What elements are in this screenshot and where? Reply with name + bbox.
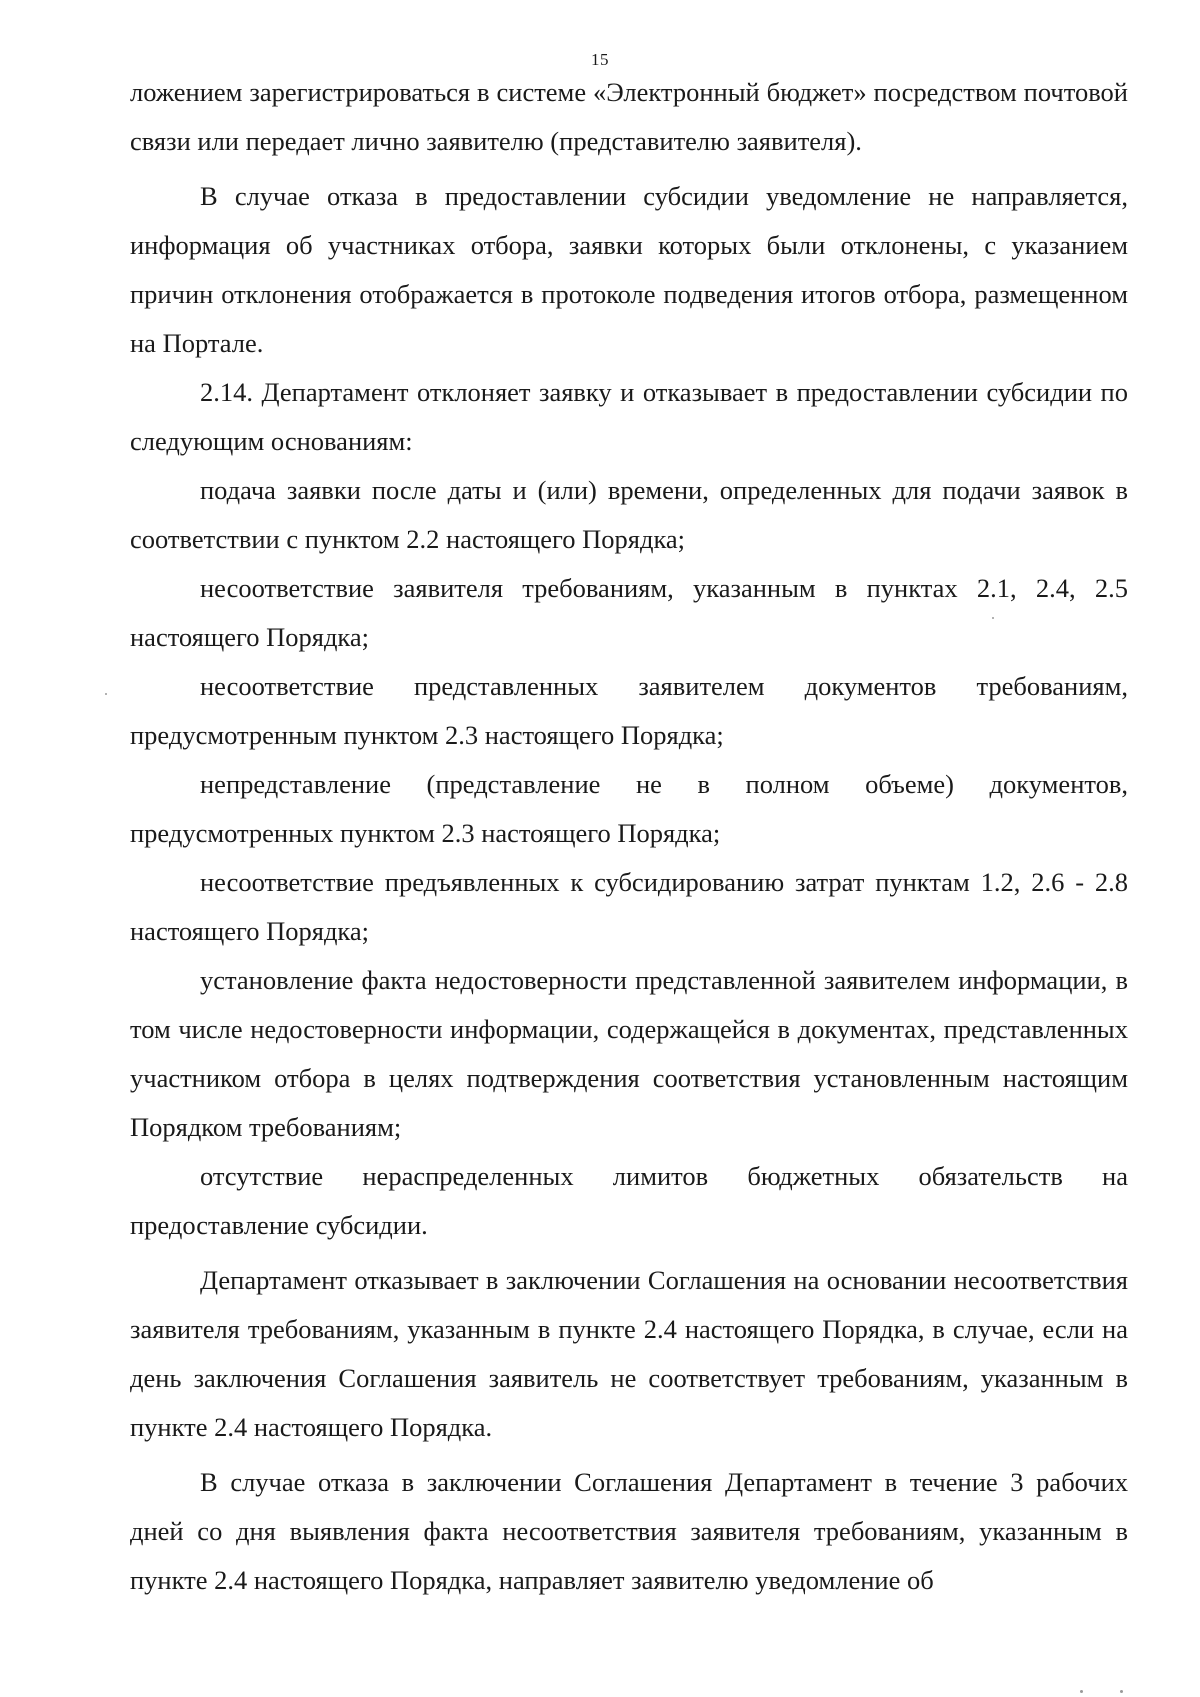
- list-item-documents-mismatch: несоответствие представленных заявителем документов требованиям, предусмотренным пунктом 2.3 настоящего Порядка;: [130, 671, 1128, 750]
- list-item-costs-mismatch: несоответствие предъявленных к субсидированию затрат пунктам 1.2, 2.6 - 2.8 настоящего Порядка;: [130, 867, 1128, 946]
- paragraph-refusal-notice: В случае отказа в предоставлении субсидии уведомление не направляется, информация об участниках отбора, заявки которых были отклонены, с указанием причин отклонения отображается в протоколе подведения итогов отбора, размещенном на Портале.: [130, 181, 1128, 358]
- list-item-no-budget-limits: отсутствие нераспределенных лимитов бюджетных обязательств на предоставление субсидии.: [130, 1161, 1128, 1240]
- list-item-applicant-mismatch: несоответствие заявителя требованиям, указанным в пунктах 2.1, 2.4, 2.5 настоящего Порядка;: [130, 573, 1128, 652]
- scan-speck: [992, 617, 994, 619]
- paragraph-agreement-notification: В случае отказа в заключении Соглашения Департамент в течение 3 рабочих дней со дня выявления факта несоответствия заявителя требованиям, указанным в пункте 2.4 настоящего Порядка, направляет заявителю уведомление об: [130, 1467, 1128, 1595]
- scan-speck: [1080, 1690, 1083, 1693]
- scan-speck: [1120, 1690, 1123, 1693]
- paragraph-section-2-14: 2.14. Департамент отклоняет заявку и отказывает в предоставлении субсидии по следующим основаниям:: [130, 377, 1128, 456]
- paragraph-continuation: ложением зарегистрироваться в системе «Электронный бюджет» посредством почтовой связи или передает лично заявителю (представителю заявителя).: [130, 77, 1128, 156]
- list-item-documents-missing: непредставление (представление не в полном объеме) документов, предусмотренных пунктом 2.3 настоящего Порядка;: [130, 769, 1128, 848]
- scan-speck: [105, 693, 107, 695]
- list-item-late-submission: подача заявки после даты и (или) времени, определенных для подачи заявок в соответствии с пунктом 2.2 настоящего Порядка;: [130, 475, 1128, 554]
- list-item-false-information: установление факта недостоверности представленной заявителем информации, в том числе недостоверности информации, содержащейся в документах, представленных участником отбора в целях подтверждения соответствия установленным настоящим Порядком требованиям;: [130, 965, 1128, 1142]
- paragraph-agreement-refusal: Департамент отказывает в заключении Соглашения на основании несоответствия заявителя требованиям, указанным в пункте 2.4 настоящего Порядка, в случае, если на день заключения Соглашения заявитель не соответствует требованиям, указанным в пункте 2.4 настоящего Порядка.: [130, 1265, 1128, 1442]
- document-body: [130, 68, 1128, 1605]
- page-number: 15: [591, 50, 609, 69]
